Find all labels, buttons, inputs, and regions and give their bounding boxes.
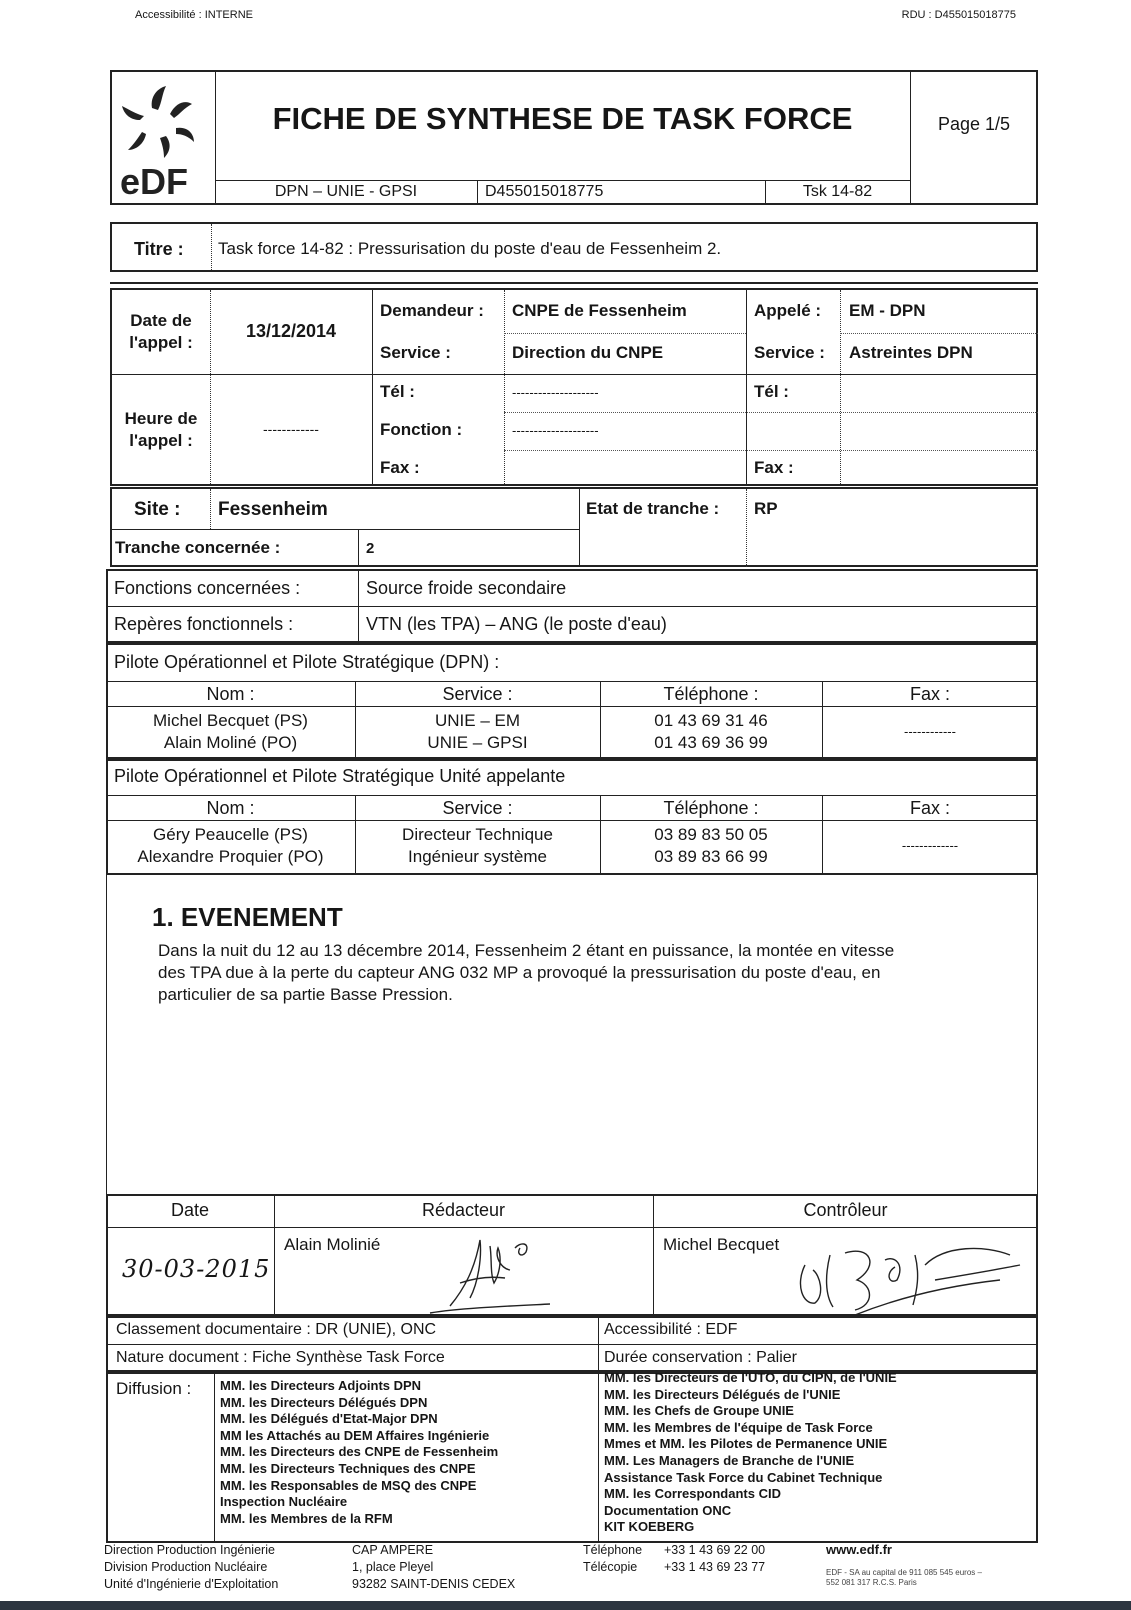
dpn-row-1-telephone: 01 43 69 31 46 [654, 711, 768, 730]
diffusion-right-item: MM. les Correspondants CID [604, 1486, 781, 1502]
rdu-reference: RDU : D455015018775 [901, 9, 1016, 21]
redacteur-label: Rédacteur [421, 1200, 506, 1220]
titre-label: Titre : [134, 239, 184, 259]
controleur-name: Michel Becquet [663, 1235, 780, 1254]
controleur-signature [785, 1225, 1025, 1320]
svg-text:eDF: eDF [120, 161, 189, 198]
diffusion-label: Diffusion : [116, 1379, 192, 1398]
fonction-label: Fonction : [380, 420, 463, 439]
unite-row-2-telephone: 03 89 83 66 99 [654, 847, 768, 866]
diffusion-right-item: MM. les Directeurs Délégués de l'UNIE [604, 1386, 841, 1402]
footer-address-org: Direction Production Ingénierie Division Production Nucléaire Unité d'Ingénierie d'Exploitation [104, 1543, 279, 1591]
redacteur-name: Alain Molinié [284, 1235, 381, 1254]
diffusion-right-item: MM. Les Managers de Branche de l'UNIE [604, 1452, 855, 1468]
service-label: Service : [380, 343, 451, 362]
demandeur-label: Demandeur : [380, 301, 484, 320]
unite-row-1-service: Directeur Technique [402, 825, 553, 844]
bottom-bar [0, 1601, 1131, 1610]
etat-tranche-label: Etat de tranche : [586, 499, 720, 518]
unite-fax-value: ------------- [901, 838, 959, 853]
duree-conservation: Durée conservation : Palier [604, 1349, 797, 1366]
accessibility-note: Accessibilité : INTERNE [135, 9, 253, 21]
diffusion-right-item: KIT KOEBERG [604, 1519, 695, 1535]
tel2-label: Tél : [754, 382, 789, 401]
dpn-header-telephone: Téléphone : [663, 684, 759, 704]
dpn-fax-value: ------------ [904, 724, 956, 739]
dpn-row-2-telephone: 01 43 69 36 99 [654, 733, 768, 752]
unite-row-1-telephone: 03 89 83 50 05 [654, 825, 768, 844]
validation-date-label: Date [170, 1200, 210, 1220]
diffusion-left-item: MM. les Directeurs Délégués DPN [220, 1394, 428, 1410]
unite-header-service: Service : [442, 798, 513, 818]
etat-tranche-value: RP [754, 499, 778, 518]
diffusion-right-list [604, 1370, 897, 1536]
dpn-row-1-nom: Michel Becquet (PS) [153, 711, 308, 730]
controleur-label: Contrôleur [803, 1200, 888, 1220]
accessibilite-edf: Accessibilité : EDF [604, 1321, 738, 1338]
tranche-value: 2 [366, 540, 375, 557]
service2-label: Service : [754, 343, 825, 362]
reperes-value: VTN (les TPA) – ANG (le poste d'eau) [366, 614, 667, 634]
footer-phone-labels: Téléphone Télécopie [583, 1543, 643, 1574]
fax-label: Fax : [380, 458, 420, 477]
classement-documentaire: Classement documentaire : DR (UNIE), ONC [116, 1321, 437, 1338]
document-reference: D455015018775 [485, 183, 604, 200]
diffusion-right-item: MM. les Membres de l'équipe de Task Force [604, 1419, 873, 1435]
unite-row-2-service: Ingénieur système [408, 847, 547, 866]
footer-address-postal: CAP AMPERE 1, place Pleyel 93282 SAINT-DENIS CEDEX [352, 1543, 516, 1591]
diffusion-right-item: MM. les Chefs de Groupe UNIE [604, 1403, 794, 1419]
edf-logo [118, 78, 210, 198]
event-line-2: des TPA due à la perte du capteur ANG 032 MP a provoqué la pressurisation du poste d'eau, en [158, 963, 881, 982]
footer-legal: EDF - SA au capital de 911 085 545 euros – 552 081 317 R.C.S. Paris [826, 1568, 982, 1587]
unite-header-fax: Fax : [909, 798, 950, 818]
tel-label: Tél : [380, 382, 415, 401]
site-value: Fessenheim [218, 499, 328, 520]
diffusion-left-item: MM. les Directeurs Techniques des CNPE [220, 1460, 476, 1476]
fonctions-label: Fonctions concernées : [114, 578, 301, 598]
pilotes-unite-title: Pilote Opérationnel et Pilote Stratégique Unité appelante [114, 766, 566, 786]
diffusion-left-item: MM. les Directeurs des CNPE de Fessenheim [220, 1444, 499, 1460]
unite-header-telephone: Téléphone : [663, 798, 759, 818]
demandeur-value: CNPE de Fessenheim [512, 301, 687, 320]
dpn-header-service: Service : [442, 684, 513, 704]
diffusion-left-item: MM. les Délégués d'Etat-Major DPN [220, 1411, 438, 1427]
titre-value: Task force 14-82 : Pressurisation du poste d'eau de Fessenheim 2. [218, 239, 722, 258]
heure-appel-label: Heure de l'appel : [124, 409, 198, 450]
event-heading: 1. EVENEMENT [152, 902, 343, 932]
heure-appel-value: ------------ [263, 421, 319, 437]
diffusion-left-item: Inspection Nucléaire [220, 1494, 348, 1510]
department-code: DPN – UNIE - GPSI [274, 183, 418, 200]
diffusion-left-item: MM. les Membres de la RFM [220, 1510, 393, 1526]
footer-phone-values: +33 1 43 69 22 00 +33 1 43 69 23 77 [664, 1543, 766, 1574]
nature-document: Nature document : Fiche Synthèse Task Force [116, 1349, 445, 1366]
service-value: Direction du CNPE [512, 343, 664, 362]
event-line-3: particulier de sa partie Basse Pression. [158, 985, 453, 1004]
site-label: Site : [134, 499, 181, 520]
diffusion-left-item: MM les Attachés au DEM Affaires Ingénierie [220, 1427, 490, 1443]
unite-header-nom: Nom : [206, 798, 255, 818]
pilotes-dpn-title: Pilote Opérationnel et Pilote Stratégique (DPN) : [114, 652, 500, 672]
diffusion-left-item: MM. les Responsables de MSQ des CNPE [220, 1477, 477, 1493]
fonctions-value: Source froide secondaire [366, 578, 567, 598]
tranche-label: Tranche concernée : [115, 538, 281, 557]
dpn-row-1-service: UNIE – EM [434, 711, 521, 730]
page-indicator: Page 1/5 [937, 114, 1011, 134]
unite-row-1-nom: Géry Peaucelle (PS) [153, 825, 308, 844]
diffusion-right-item: Mmes et MM. les Pilotes de Permanence UNIE [604, 1436, 888, 1452]
dpn-header-fax: Fax : [909, 684, 950, 704]
validation-date-value: 30-03-2015 [122, 1255, 271, 1283]
appele-value: EM - DPN [849, 301, 926, 320]
edf-logo-icon [118, 78, 210, 198]
unite-row-2-nom: Alexandre Proquier (PO) [137, 847, 324, 866]
footer-website[interactable]: www.edf.fr [826, 1542, 892, 1557]
date-appel-value: 13/12/2014 [245, 321, 337, 341]
fax2-label: Fax : [754, 458, 794, 477]
redacteur-signature [420, 1228, 560, 1318]
service2-value: Astreintes DPN [849, 343, 973, 362]
task-force-number: Tsk 14-82 [802, 183, 873, 200]
diffusion-right-item: Assistance Task Force du Cabinet Technique [604, 1469, 883, 1485]
appele-label: Appelé : [754, 301, 822, 320]
event-line-1: Dans la nuit du 12 au 13 décembre 2014, Fessenheim 2 étant en puissance, la montée en vitesse [158, 941, 895, 960]
diffusion-left-item: MM. les Directeurs Adjoints DPN [220, 1378, 422, 1393]
diffusion-right-item: Documentation ONC [604, 1502, 732, 1518]
tel-value: -------------------- [512, 385, 599, 400]
reperes-label: Repères fonctionnels : [114, 614, 294, 634]
diffusion-left-list [220, 1378, 498, 1527]
dpn-row-2-service: UNIE – GPSI [427, 733, 528, 752]
date-appel-label: Date de l'appel : [129, 311, 193, 352]
fonction-value: -------------------- [512, 423, 599, 438]
dpn-row-2-nom: Alain Moliné (PO) [163, 733, 298, 752]
diffusion-right-item: MM. les Directeurs de l'UTO, du CIPN, de l'UNIE [604, 1370, 897, 1385]
document-title: FICHE DE SYNTHESE DE TASK FORCE [272, 101, 853, 136]
dpn-header-nom: Nom : [206, 684, 255, 704]
